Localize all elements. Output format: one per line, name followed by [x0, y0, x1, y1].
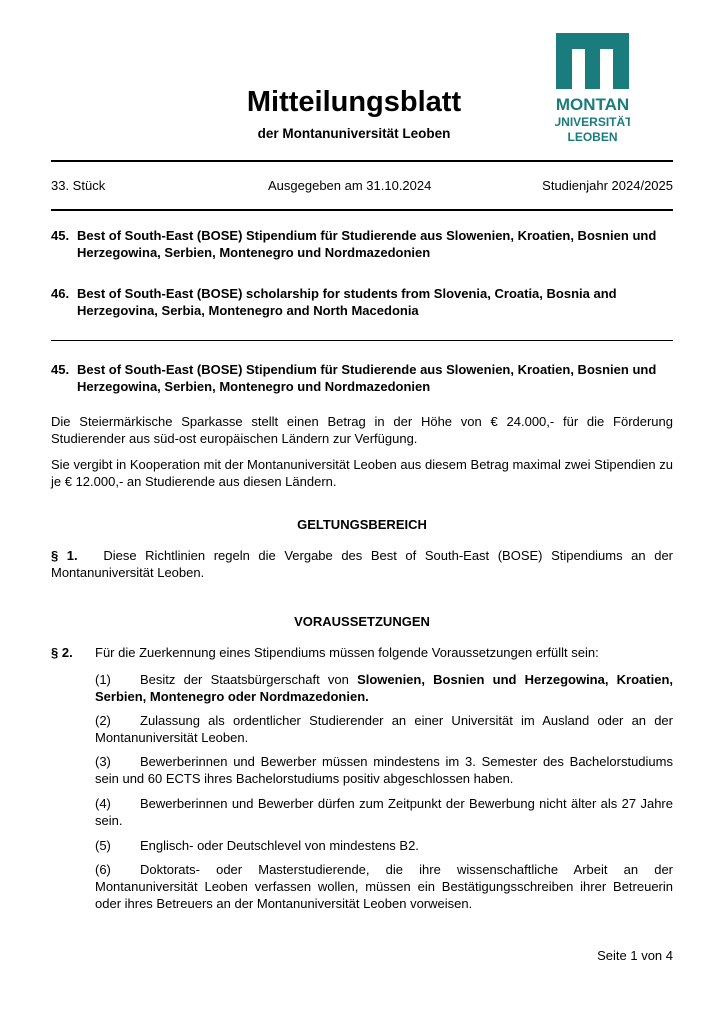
- requirement-item-1: [95, 671, 673, 705]
- item-number: (1): [95, 672, 111, 687]
- toc-text: Best of South-East (BOSE) Stipendium für Studierende aus Slowenien, Kroatien, Bosnien und Herzegowina, Serbien, Montenegro und Nordmazedonien: [77, 228, 657, 260]
- logo-text-1: MONTAN: [555, 95, 630, 114]
- toc-item-45: [51, 227, 673, 261]
- paragraph-2-text: Für die Zuerkennung eines Stipendiums müssen folgende Voraussetzungen erfüllt sein:: [95, 645, 599, 660]
- header-rule-top: [51, 160, 673, 162]
- university-logo: [555, 33, 630, 145]
- paragraph-1-text: Diese Richtlinien regeln die Vergabe des Best of South-East (BOSE) Stipendiums an der Montanuniversität Leoben.: [51, 548, 673, 580]
- logo-text-2: UNIVERSITÄT: [555, 115, 630, 129]
- item-text: Bewerberinnen und Bewerber dürfen zum Zeitpunkt der Bewerbung nicht älter als 27 Jahre sein.: [95, 796, 673, 828]
- logo-text-3: LEOBEN: [567, 130, 618, 144]
- item-text: Englisch- oder Deutschlevel von mindestens B2.: [140, 838, 419, 853]
- section-title: Best of South-East (BOSE) Stipendium für Studierende aus Slowenien, Kroatien, Bosnien und Herzegowina, Serbien, Montenegro und Nordmazedonien: [77, 362, 657, 394]
- item-text: Zulassung als ordentlicher Studierender an einer Universität im Ausland oder an der Montanuniversität Leoben.: [95, 713, 673, 745]
- scope-heading: GELTUNGSBEREICH: [297, 517, 427, 532]
- item-number: (5): [95, 838, 111, 853]
- item-number: (2): [95, 713, 111, 728]
- paragraph-1-label: § 1.: [51, 548, 78, 563]
- intro-paragraph-1: Die Steiermärkische Sparkasse stellt einen Betrag in der Höhe von € 24.000,- für die Förderung Studierender aus süd-ost europäischen Ländern zur Verfügung.: [51, 414, 673, 446]
- requirement-item-4: [95, 795, 673, 829]
- item-number: (3): [95, 754, 111, 769]
- requirement-item-3: [95, 753, 673, 787]
- requirement-item-6: [95, 861, 673, 912]
- document-subtitle: der Montanuniversität Leoben: [257, 126, 451, 141]
- toc-number: 45.: [51, 228, 70, 243]
- requirement-item-5: [95, 837, 673, 854]
- page-number: Seite 1 von 4: [597, 948, 673, 963]
- academic-year: Studienjahr 2024/2025: [542, 178, 673, 193]
- item-number: (6): [95, 862, 111, 877]
- paragraph-1: [51, 547, 673, 581]
- section-heading: [51, 361, 673, 395]
- intro-paragraph-2: Sie vergibt in Kooperation mit der Montanuniversität Leoben aus diesem Betrag maximal zwei Stipendien zu je € 12.000,- an Studierende aus diesen Ländern.: [51, 457, 673, 489]
- item-text-bold: Slowenien, Bosnien und Herzegowina, Kroatien, Serbien, Montenegro oder Nordmazedonien.: [95, 672, 673, 704]
- paragraph-2-label: § 2.: [51, 645, 73, 660]
- requirement-item-2: [95, 712, 673, 746]
- document-title: Mitteilungsblatt: [246, 86, 462, 118]
- toc-number: 46.: [51, 286, 70, 301]
- toc-text: Best of South-East (BOSE) scholarship for students from Slovenia, Croatia, Bosnia and Herzegovina, Serbia, Montenegro and North Macedonia: [77, 286, 617, 318]
- item-text: Doktorats- oder Masterstudierende, die ihre wissenschaftliche Arbeit an der Montanuniversität Leoben verfassen wollen, müssen ein Bestätigungsschreiben ihrer Betreuerin oder ihres Betreuers an der Montanuniversität Leoben vorweisen.: [95, 862, 673, 911]
- requirements-heading: VORAUSSETZUNGEN: [294, 614, 430, 629]
- publication-date: Ausgegeben am 31.10.2024: [268, 178, 432, 193]
- item-text: Besitz der Staatsbürgerschaft von: [140, 672, 358, 687]
- header-rule-bottom: [51, 209, 673, 211]
- section-number: 45.: [51, 362, 70, 377]
- logo-icon: [555, 33, 630, 145]
- item-number: (4): [95, 796, 111, 811]
- toc-item-46: [51, 285, 673, 319]
- item-text: Bewerberinnen und Bewerber müssen mindestens im 3. Semester des Bachelorstudiums sein und 60 ECTS ihres Bachelorstudiums positiv abgeschlossen haben.: [95, 754, 673, 786]
- issue-number: 33. Stück: [51, 178, 106, 193]
- paragraph-2: [51, 644, 673, 661]
- section-divider: [51, 340, 673, 341]
